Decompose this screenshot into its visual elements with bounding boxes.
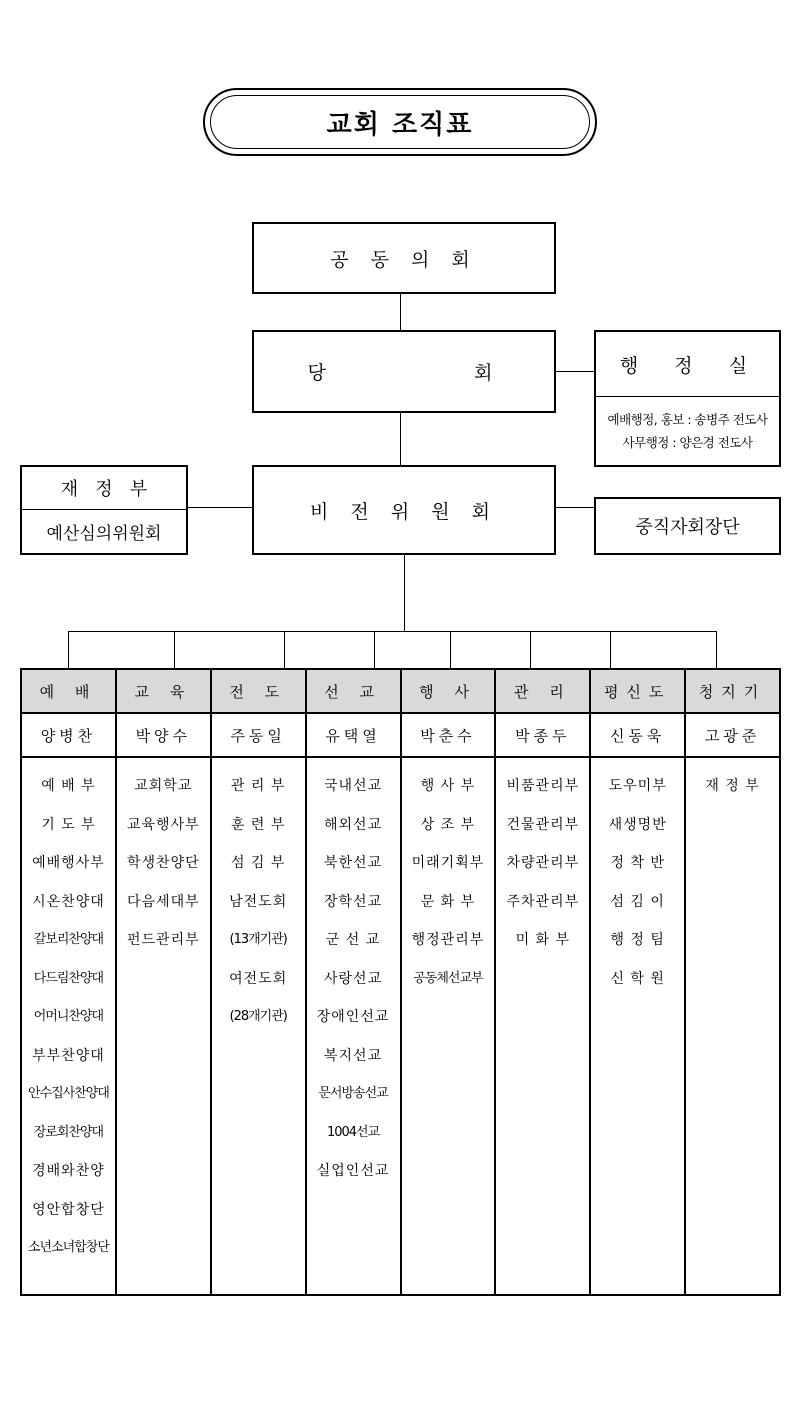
connector-session-to-vision (400, 411, 401, 467)
department-leader: 박종두 (495, 713, 590, 757)
department-unit: 안수집사찬양대 (27, 1086, 109, 1101)
department-unit: 남전도회 (229, 893, 288, 910)
department-unit: 사랑선교 (324, 970, 383, 987)
admin-office-line-2: 사무행정 : 양은경 전도사 (622, 435, 753, 450)
departments-table (20, 668, 781, 1296)
department-units (685, 757, 780, 1295)
page-title: 교회 조직표 (326, 109, 474, 140)
department-units (21, 757, 116, 1295)
department-unit: 행 정 팀 (610, 932, 665, 948)
department-header: 청지기 (685, 669, 780, 713)
connector-vision-to-elders (555, 507, 596, 508)
department-unit: 실업인선교 (316, 1163, 390, 1179)
connector-dept-1 (68, 631, 69, 668)
department-unit: 재 정 부 (705, 778, 760, 794)
department-units (590, 757, 685, 1295)
department-unit: 해외선교 (324, 816, 383, 833)
vision-committee-box (252, 465, 556, 555)
connector-departments-bus (68, 631, 716, 632)
finance-subtitle: 예산심의위원회 (46, 524, 162, 544)
department-unit: 도우미부 (608, 778, 667, 794)
admin-office-title: 행 정 실 (619, 354, 756, 377)
connector-dept-4 (374, 631, 375, 668)
department-units (401, 757, 496, 1295)
session-label: 당 회 (307, 362, 501, 384)
connector-vision-to-departments (404, 553, 405, 631)
department-unit: 장로회찬양대 (33, 1124, 104, 1140)
department-leader: 주동일 (211, 713, 306, 757)
department-unit: 시온찬양대 (32, 893, 105, 910)
department-unit: 영안합창단 (32, 1201, 105, 1218)
connector-dept-7 (610, 631, 611, 668)
department-unit: 학생찬양단 (127, 855, 200, 871)
department-unit: 관 리 부 (230, 778, 286, 794)
department-unit: 문서방송선교 (318, 1086, 388, 1101)
connector-finance-to-vision (187, 507, 254, 508)
department-unit: 기 도 부 (41, 816, 96, 833)
department-leader: 유택열 (306, 713, 401, 757)
department-unit: 훈 련 부 (230, 816, 286, 833)
department-unit: 건물관리부 (506, 816, 580, 833)
department-unit: 소년소녀합창단 (27, 1240, 109, 1255)
department-unit: 신 학 원 (610, 970, 665, 987)
connector-dept-8 (716, 631, 717, 668)
department-unit: 문 화 부 (420, 893, 476, 910)
department-unit: 국내선교 (324, 778, 383, 794)
finance-title: 재 정 부 (60, 479, 148, 500)
department-unit: 복지선교 (324, 1047, 383, 1064)
joint-council-box (252, 222, 556, 294)
department-unit: 교회학교 (134, 778, 193, 794)
department-unit: 경배와찬양 (32, 1163, 105, 1179)
department-unit: 갈보리찬양대 (33, 932, 104, 947)
department-unit: 섬 김 부 (230, 855, 286, 871)
department-unit: (13개기관) (229, 932, 287, 947)
department-units (495, 757, 590, 1295)
connector-dept-3 (284, 631, 285, 668)
department-header: 관 리 (495, 669, 590, 713)
department-units (211, 757, 306, 1295)
department-units (306, 757, 401, 1295)
connector-joint-to-session (400, 292, 401, 332)
department-unit: 비품관리부 (506, 778, 580, 794)
department-header: 교 육 (116, 669, 211, 713)
department-unit: 상 조 부 (420, 816, 476, 833)
department-unit: 어머니찬양대 (33, 1009, 104, 1024)
department-leader: 박춘수 (401, 713, 496, 757)
department-unit: 다음세대부 (127, 893, 200, 910)
department-leader: 박양수 (116, 713, 211, 757)
department-unit: 미 화 부 (515, 932, 571, 948)
joint-council-label: 공 동 의 회 (330, 248, 478, 271)
admin-office-line-1: 예배행정, 홍보 : 송병주 전도사 (607, 412, 768, 427)
department-unit: 섬 김 이 (610, 893, 665, 910)
department-header: 전 도 (211, 669, 306, 713)
department-unit: (28개기관) (229, 1009, 287, 1024)
department-unit: 펀드관리부 (127, 932, 200, 948)
session-box (252, 330, 556, 413)
department-unit: 주차관리부 (506, 893, 580, 910)
connector-dept-2 (174, 631, 175, 668)
department-unit: 차량관리부 (506, 855, 580, 871)
department-unit: 새생명반 (608, 816, 667, 833)
department-header: 선 교 (306, 669, 401, 713)
finance-box (20, 465, 188, 555)
elders-group-box (594, 497, 781, 555)
department-unit: 행 사 부 (420, 778, 476, 794)
department-unit: 공동체선교부 (413, 970, 483, 986)
department-unit: 북한선교 (324, 855, 383, 871)
department-unit: 미래기획부 (411, 855, 485, 871)
department-leader: 신동욱 (590, 713, 685, 757)
department-unit: 장애인선교 (316, 1009, 390, 1025)
department-leader: 고광준 (685, 713, 780, 757)
department-unit: 행정관리부 (411, 932, 485, 948)
department-leader: 양병찬 (21, 713, 116, 757)
department-header: 예 배 (21, 669, 116, 713)
connector-dept-5 (450, 631, 451, 668)
department-header: 평신도 (590, 669, 685, 713)
connector-session-to-admin (555, 371, 596, 372)
department-header: 행 사 (401, 669, 496, 713)
department-unit: 1004선교 (326, 1124, 380, 1140)
department-unit: 여전도회 (229, 970, 288, 987)
vision-committee-label: 비 전 위 원 회 (310, 500, 498, 523)
department-unit: 다드림찬양대 (33, 970, 104, 986)
department-unit: 군 선 교 (325, 932, 381, 948)
connector-dept-6 (530, 631, 531, 668)
elders-group-label: 중직자회장단 (635, 517, 740, 538)
department-unit: 부부찬양대 (32, 1047, 105, 1064)
admin-office-box (594, 330, 781, 467)
department-unit: 예배행사부 (32, 855, 105, 871)
department-unit: 정 착 반 (610, 855, 665, 871)
department-unit: 교육행사부 (127, 816, 200, 833)
department-units (116, 757, 211, 1295)
department-unit: 예 배 부 (41, 778, 96, 794)
org-chart-title-box (203, 88, 597, 156)
department-unit: 장학선교 (324, 893, 383, 910)
